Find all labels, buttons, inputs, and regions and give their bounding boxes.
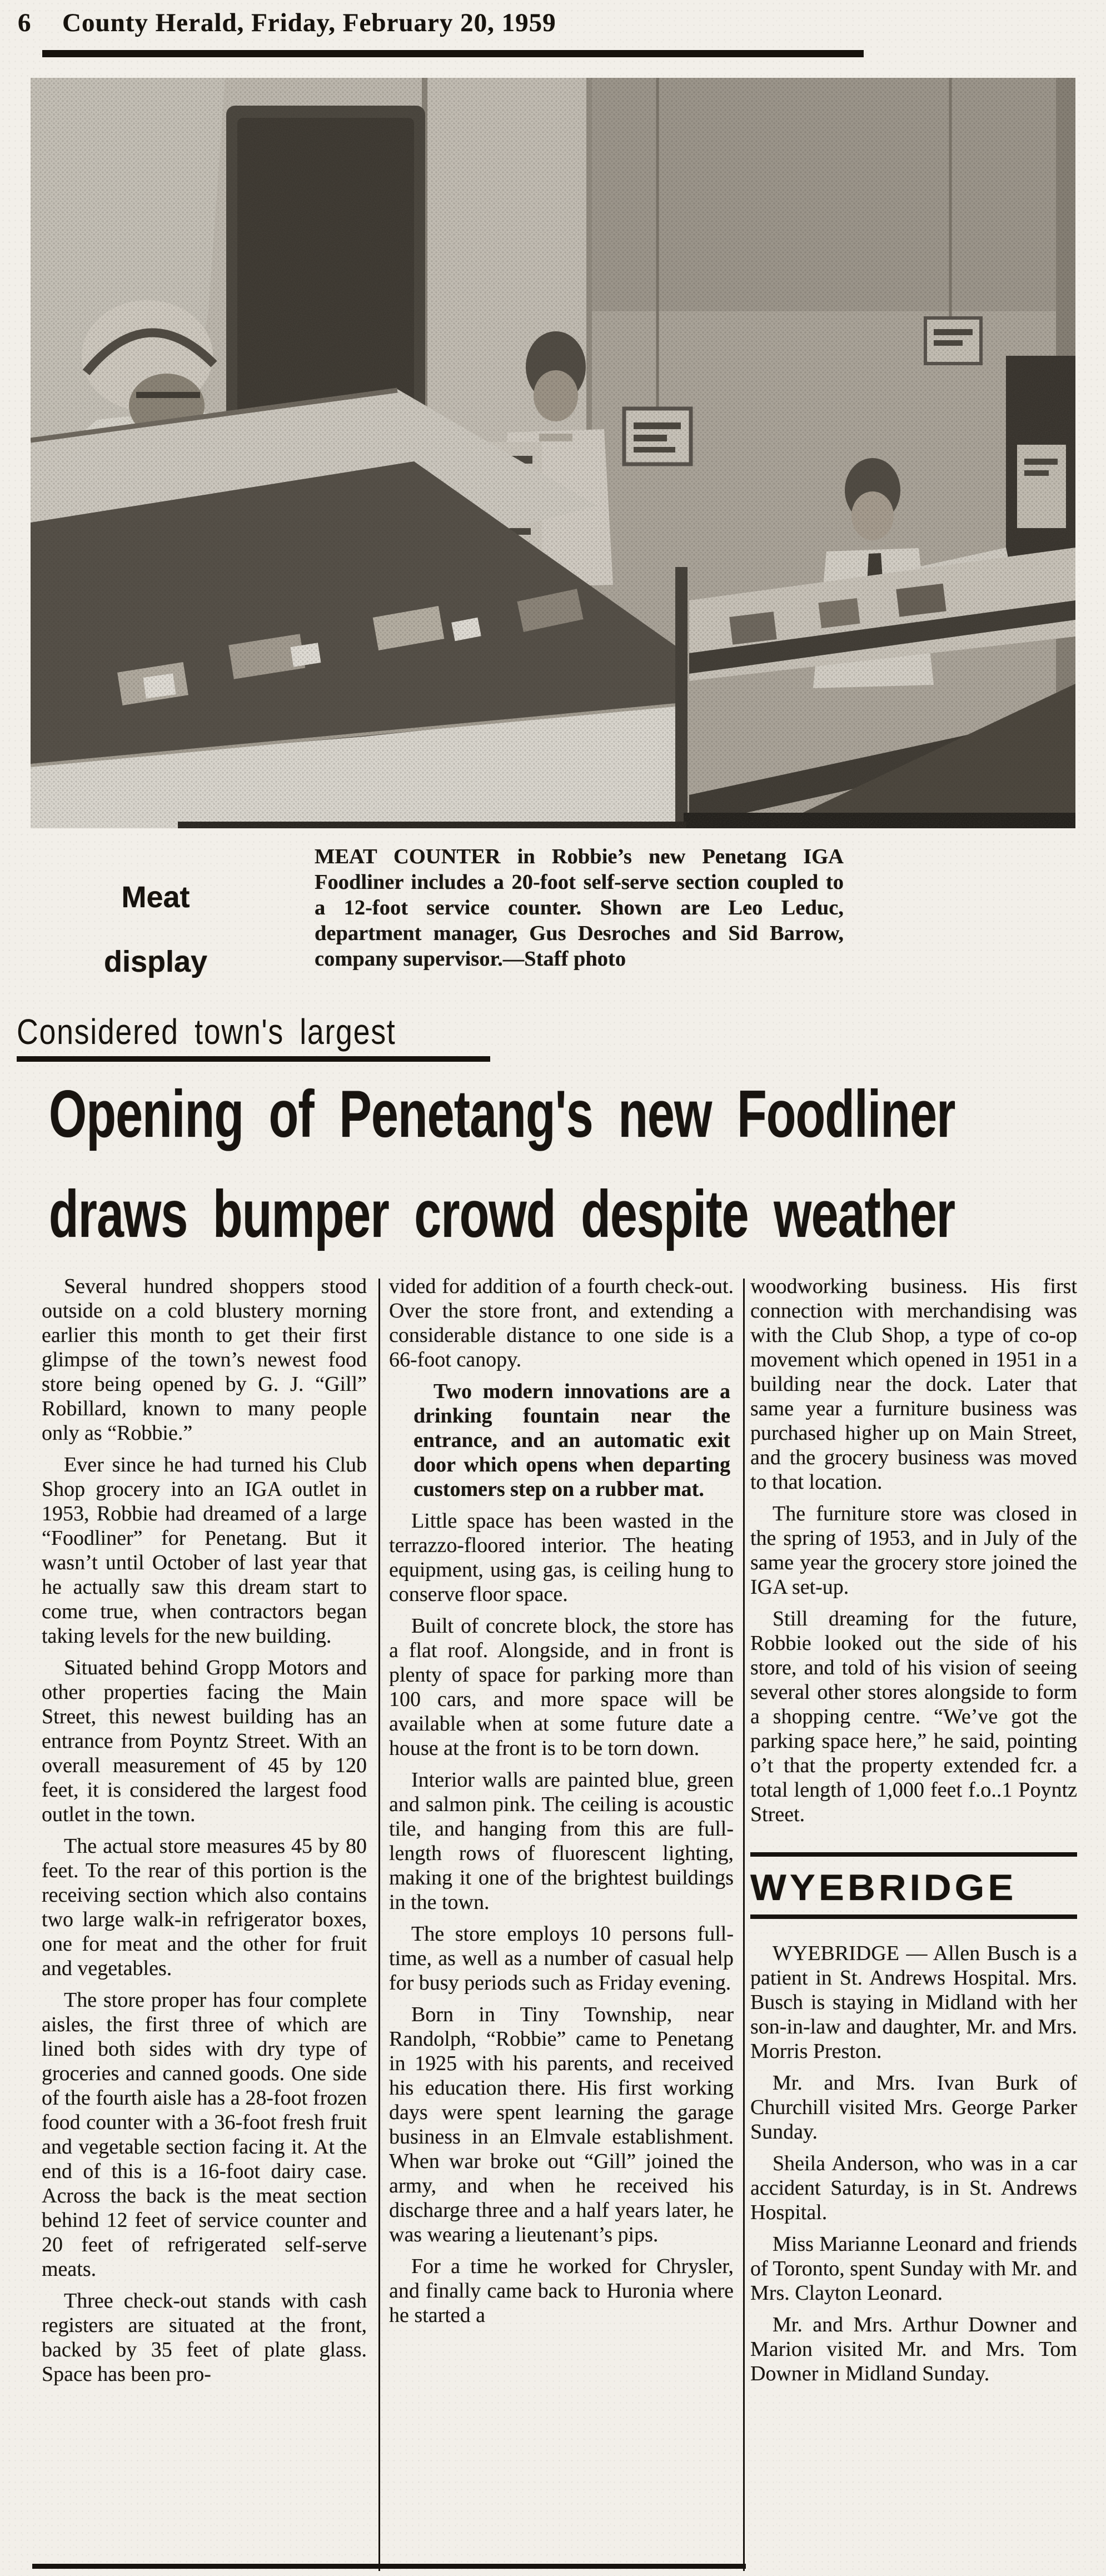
- paragraph: For a time he worked for Chrysler, and finally came back to Huronia where he started a: [389, 2255, 734, 2327]
- kicker-rule: [17, 1056, 490, 1062]
- grain-overlay: [31, 78, 1075, 828]
- paragraph: Three check-out stands with cash registers are situated at the front, backed by 35 feet of plate glass. Space has been pro-: [42, 2289, 367, 2386]
- article-column-1: [42, 1274, 367, 2394]
- paragraph: Built of concrete block, the store has a flat roof. Alongside, and in front is plenty of space for parking more than 100 cars, and more space will be available when at some future date a house at the front is to be torn down.: [389, 1614, 734, 1760]
- paragraph: woodworking business. His first connection with merchandising was with the Club Shop, a type of co-op movement which opened in 1951 in a building near the dock. Later that same year a furniture business was purchased higher up on Main Street, and the grocery business was moved to that location.: [750, 1275, 1077, 1494]
- photo-caption: MEAT COUNTER in Robbie’s new Penetang IGA Foodliner includes a 20-foot self-serve section coupled to a 12-foot service counter. Shown are Leo Leduc, department manager, Gus Desroches and Sid Barrow, company supervisor.—Staff photo: [315, 845, 844, 971]
- paragraph: The actual store measures 45 by 80 feet. To the rear of this portion is the receiving section which also contains two large walk-in refrigerator boxes, one for meat and the other for fruit and vegetables.: [42, 1834, 367, 1980]
- caption-label: [82, 865, 229, 994]
- paragraph: Little space has been wasted in the terrazzo-floored interior. The heating equipment, using gas, is ceiling hung to conserve floor space.: [389, 1509, 734, 1606]
- paragraph: Several hundred shoppers stood outside on a cold blustery morning earlier this month to get their first glimpse of the town’s newest food store being opened by G. J. “Gill” Robillard, known to many people only as “Robbie.”: [42, 1275, 367, 1445]
- column-rule-1: [378, 1279, 380, 2571]
- article-column-3: [750, 1274, 1077, 2393]
- photo-halftone-illustration: [31, 78, 1075, 828]
- bold-highlight-paragraph: Two modern innovations are a drinking fountain near the entrance, and an automatic exit door which opens when departing customers step on a rubber mat.: [413, 1380, 730, 1501]
- headline-line2: draws bumper crowd despite weather: [49, 1177, 955, 1251]
- paragraph: vided for addition of a fourth check-out. Over the store front, and extending a considerable distance to one side is a 66-foot canopy.: [389, 1275, 734, 1371]
- paragraph: The store proper has four complete aisles, the first three of which are lined both sides with dry type of groceries and canned goods. One side of the fourth aisle has a 28-foot frozen food counter with a 36-foot fresh fruit and vegetable section facing it. At the end of this is a 16-foot dairy case. Across the back is the meat section behind 12 feet of service counter and 20 feet of refrigerated self-serve meats.: [42, 1988, 367, 2281]
- paragraph: The store employs 10 persons full-time, as well as a number of casual help for busy periods such as Friday evening.: [389, 1922, 734, 1995]
- wyebridge-section-header: [750, 1852, 1077, 1919]
- kicker: Considered town's largest: [17, 1012, 396, 1052]
- article-column-2: [389, 1274, 734, 2335]
- paragraph: Interior walls are painted blue, green and salmon pink. The ceiling is acoustic tile, and hanging from this are full-length rows of fluorescent lighting, making it one of the brightest buildings in the town.: [389, 1768, 734, 1914]
- caption-label-line1: Meat: [121, 881, 190, 914]
- paragraph: The furniture store was closed in the spring of 1953, and in July of the same year the grocery store joined the IGA set-up.: [750, 1502, 1077, 1599]
- column-rule-2: [743, 1279, 745, 2571]
- headline-line1: Opening of Penetang's new Foodliner: [49, 1077, 955, 1151]
- paragraph: Mr. and Mrs. Ivan Burk of Churchill visited Mrs. George Parker Sunday.: [750, 2071, 1077, 2144]
- page-number: 6: [18, 8, 31, 37]
- bottom-section-rule: [32, 2564, 746, 2569]
- paragraph: Mr. and Mrs. Arthur Downer and Marion visited Mr. and Mrs. Tom Downer in Midland Sunday.: [750, 2313, 1077, 2385]
- paragraph: Ever since he had turned his Club Shop grocery into an IGA outlet in 1953, Robbie had dreamed of a large “Foodliner” for Penetang. But it wasn’t until October of last year that he actually saw this dream start to come true, when contractors began taking levels for the new building.: [42, 1453, 367, 1648]
- paragraph: Situated behind Gropp Motors and other properties facing the Main Street, this newest building has an entrance from Poyntz Street. With an overall measurement of 45 by 120 feet, it is considered the largest food outlet in the town.: [42, 1656, 367, 1826]
- paragraph: Born in Tiny Township, near Randolph, “Robbie” came to Penetang in 1925 with his parents, and received his education there. His first working days were spent learning the garage business in an Elmvale establishment. When war broke out “Gill” joined the army, and when he received his discharge three and a half years later, he was wearing a lieutenant’s pips.: [389, 2003, 734, 2246]
- paragraph: Still dreaming for the future, Robbie looked out the side of his store, and told of his vision of seeing several other stores alongside to form a shopping centre. “We’ve got the parking space here,” he said, pointing o’t that the property extended fcr. a total length of 1,000 feet f.o..1 Poyntz Street.: [750, 1607, 1077, 1826]
- paragraph: WYEBRIDGE — Allen Busch is a patient in St. Andrews Hospital. Mrs. Busch is staying in Midland with her son-in-law and daughter, Mr. and Mrs. Morris Preston.: [750, 1942, 1077, 2063]
- wyebridge-heading: WYEBRIDGE: [750, 1867, 1017, 1908]
- meat-counter-photo: [31, 78, 1075, 828]
- masthead-title: County Herald, Friday, February 20, 1959: [62, 8, 556, 37]
- paragraph: Sheila Anderson, who was in a car accident Saturday, is in St. Andrews Hospital.: [750, 2152, 1077, 2224]
- caption-label-line2: display: [103, 945, 208, 978]
- paragraph: Miss Marianne Leonard and friends of Toronto, spent Sunday with Mr. and Mrs. Clayton Leonard.: [750, 2232, 1077, 2305]
- masthead-rule: [42, 50, 864, 57]
